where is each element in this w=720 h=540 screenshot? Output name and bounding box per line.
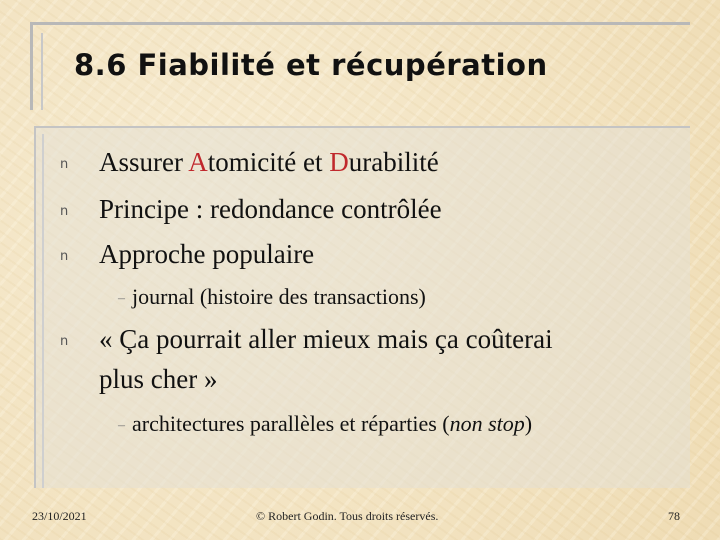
highlight-letter-d: D	[329, 147, 349, 177]
sub-bullet-dash: –	[118, 291, 125, 306]
bullet-marker: n	[60, 249, 69, 264]
bullet-principe: Principe : redondance contrôlée	[99, 194, 442, 224]
bullet-marker: n	[60, 157, 69, 172]
bullet-quote-line1: « Ça pourrait aller mieux mais ça coûterai	[99, 324, 553, 354]
bullet-quote-line2: plus cher »	[99, 364, 218, 394]
bullet-approche: Approche populaire	[99, 239, 315, 269]
title-frame-rule	[41, 33, 43, 110]
footer-page-number: 78	[668, 509, 680, 523]
footer-copyright: © Robert Godin. Tous droits réservés.	[256, 509, 439, 523]
bullet-atomicity-durability	[99, 146, 439, 178]
bullet-marker: n	[60, 204, 69, 219]
sub-bullet-journal: journal (histoire des transactions)	[132, 284, 426, 309]
sub-bullet-text: architectures parallèles et réparties (	[132, 411, 450, 436]
footer-date: 23/10/2021	[32, 509, 87, 523]
highlight-letter-a: A	[188, 147, 208, 177]
bullet-text: Assurer	[99, 147, 189, 177]
bullet-text: urabilité	[348, 147, 439, 177]
sub-bullet-text: )	[524, 411, 533, 436]
sub-bullet-dash: –	[118, 418, 125, 433]
sub-bullet-architectures	[132, 410, 532, 438]
bullet-text: tomicité et	[207, 147, 330, 177]
sub-bullet-emphasis: non stop	[449, 411, 525, 436]
page-title: 8.6 Fiabilité et récupération	[74, 48, 548, 82]
bullet-marker: n	[60, 334, 69, 349]
content-frame-rule	[42, 134, 44, 488]
